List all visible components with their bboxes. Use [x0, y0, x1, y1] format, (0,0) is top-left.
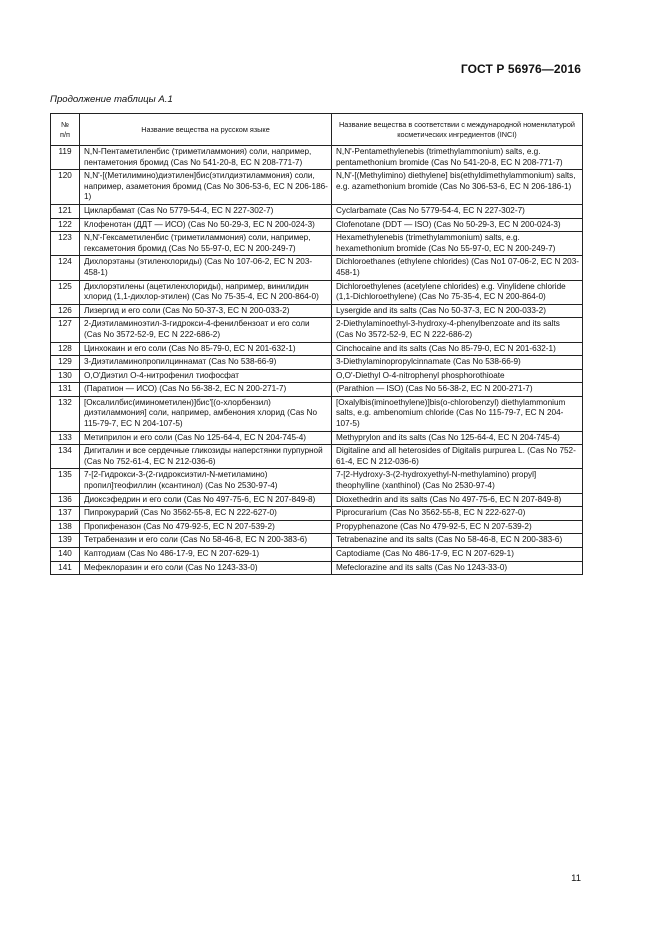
table-row: [51, 507, 583, 521]
page-number: 11: [571, 873, 581, 884]
table-row: [51, 146, 583, 170]
table-row: [51, 561, 583, 575]
table-row: [51, 218, 583, 232]
inci-name: Clofenotane (DDT — ISO) (Cas No 50-29-3, EC N 200-024-3): [332, 218, 583, 232]
row-number: 120: [51, 170, 80, 205]
row-number: 137: [51, 507, 80, 521]
row-number: 140: [51, 548, 80, 562]
row-number: 125: [51, 280, 80, 304]
russian-name: Дигиталин и все сердечные гликозиды наперстянки пурпурной (Cas No 752-61-4, EC N 212-036-6): [80, 445, 332, 469]
russian-name: O,O'Диэтил O-4-нитрофенил тиофосфат: [80, 369, 332, 383]
inci-name: N,N'-[(Methylimino) diethylene] bis(ethyldimethylammonium) salts, e.g. azamethonium bromide (Cas No 306-53-6, EC N 206-186-1): [332, 170, 583, 205]
russian-name: Тетрабеназин и его соли (Cas No 58-46-8, EC N 200-383-6): [80, 534, 332, 548]
row-number: 131: [51, 383, 80, 397]
row-number: 123: [51, 232, 80, 256]
inci-name: Piprocurarium (Cas No 3562-55-8, EC N 222-627-0): [332, 507, 583, 521]
inci-name: Dioxethedrin and its salts (Cas No 497-75-6, EC N 207-849-8): [332, 493, 583, 507]
row-number: 129: [51, 356, 80, 370]
table-caption: Продолжение таблицы А.1: [50, 94, 173, 105]
table-row: [51, 369, 583, 383]
table-row: [51, 318, 583, 342]
inci-name: (Parathion — ISO) (Cas No 56-38-2, EC N 200-271-7): [332, 383, 583, 397]
row-number: 132: [51, 396, 80, 431]
inci-name: Tetrabenazine and its salts (Cas No 58-46-8, EC N 200-383-6): [332, 534, 583, 548]
table-row: [51, 342, 583, 356]
substances-table: [50, 113, 583, 575]
russian-name: Цикларбамат (Cas No 5779-54-4, EC N 227-302-7): [80, 204, 332, 218]
row-number: 133: [51, 431, 80, 445]
russian-name: Лизергид и его соли (Cas No 50-37-3, EC N 200-033-2): [80, 304, 332, 318]
document-header: ГОСТ Р 56976—2016: [460, 62, 581, 76]
inci-name: Hexamethylenebis (trimethylammonium) salts, e.g. hexamethonium bromide (Cas No 55-97-0, EC N 200-249-7): [332, 232, 583, 256]
inci-name: 7-[2-Hydroxy-3-(2-hydroxyethyl-N-methylamino) propyl] theophylline (xanthinol) (Cas No 2530-97-4): [332, 469, 583, 493]
russian-name: Пипрокурарий (Cas No 3562-55-8, EC N 222-627-0): [80, 507, 332, 521]
table-row: [51, 356, 583, 370]
table-row: [51, 469, 583, 493]
table-row: [51, 304, 583, 318]
russian-name: Дихлорэтаны (этиленхлориды) (Cas No 107-06-2, EC N 203-458-1): [80, 256, 332, 280]
russian-name: Дихлорэтилены (ацетиленхлориды), например, винилидин хлорид (1,1-дихлор-этилен) (Cas No 75-35-4, EC N 200-864-0): [80, 280, 332, 304]
row-number: 138: [51, 520, 80, 534]
table-header-row: [51, 114, 583, 146]
inci-name: Digitaline and all heterosides of Digitalis purpurea L. (Cas No 752-61-4, EC N 212-036-6): [332, 445, 583, 469]
russian-name: N,N'-[(Метилимино)диэтилен]бис(этилдиэтиламмония) соли, например, азаметония бромид (Cas No 306-53-6, EC N 206-186-1): [80, 170, 332, 205]
inci-name: Captodiame (Cas No 486-17-9, EC N 207-629-1): [332, 548, 583, 562]
inci-name: Dichloroethanes (ethylene chlorides) (Cas No1 07-06-2, EC N 203-458-1): [332, 256, 583, 280]
row-number: 122: [51, 218, 80, 232]
table-row: [51, 204, 583, 218]
row-number: 134: [51, 445, 80, 469]
inci-name: Cinchocaine and its salts (Cas No 85-79-0, EC N 201-632-1): [332, 342, 583, 356]
russian-name: Метиприлон и его соли (Cas No 125-64-4, EC N 204-745-4): [80, 431, 332, 445]
table-row: [51, 445, 583, 469]
row-number: 128: [51, 342, 80, 356]
row-number: 141: [51, 561, 80, 575]
row-number: 119: [51, 146, 80, 170]
inci-name: Methyprylon and its salts (Cas No 125-64-4, EC N 204-745-4): [332, 431, 583, 445]
inci-name: Dichloroethylenes (acetylene chlorides) e.g. Vinylidene chloride (1,1-Dichloroethylene) (Cas No 75-35-4, EC N 200-864-0): [332, 280, 583, 304]
column-header-number: № п/п: [51, 114, 80, 146]
russian-name: Каптодиам (Cas No 486-17-9, EC N 207-629-1): [80, 548, 332, 562]
russian-name: N,N'-Гексаметиленбис (триметиламмония) соли, например, гексаметония бромид (Cas No 55-97-0, EC N 200-249-7): [80, 232, 332, 256]
russian-name: (Паратион — ИСО) (Cas No 56-38-2, EC N 200-271-7): [80, 383, 332, 397]
table-row: [51, 170, 583, 205]
row-number: 130: [51, 369, 80, 383]
table-row: [51, 256, 583, 280]
inci-name: Mefeclorazine and its salts (Cas No 1243-33-0): [332, 561, 583, 575]
inci-name: O,O'-Diethyl O-4-nitrophenyl phosphorothioate: [332, 369, 583, 383]
russian-name: N,N-Пентаметиленбис (триметиламмония) соли, например, пентаметония бромид (Cas No 541-20-8, EC N 208-771-7): [80, 146, 332, 170]
column-header-russian: Название вещества на русском языке: [80, 114, 332, 146]
table-row: [51, 396, 583, 431]
table-row: [51, 232, 583, 256]
table-row: [51, 548, 583, 562]
inci-name: Cyclarbamate (Cas No 5779-54-4, EC N 227-302-7): [332, 204, 583, 218]
row-number: 136: [51, 493, 80, 507]
table-row: [51, 534, 583, 548]
inci-name: [Oxalylbis(iminoethylene)]bis(o-chlorobenzyl) diethylammonium salts, e.g. ambenomium chloride (Cas No 115-79-7, EC N 204-107-5): [332, 396, 583, 431]
row-number: 124: [51, 256, 80, 280]
inci-name: Lysergide and its salts (Cas No 50-37-3, EC N 200-033-2): [332, 304, 583, 318]
inci-name: N,N'-Pentamethylenebis (trimethylammonium) salts, e.g. pentamethonium bromide (Cas No 541-20-8, EC N 208-771-7): [332, 146, 583, 170]
row-number: 127: [51, 318, 80, 342]
row-number: 126: [51, 304, 80, 318]
russian-name: 3-Диэтиламинопропилциннамат (Cas No 538-66-9): [80, 356, 332, 370]
russian-name: Цинхокаин и его соли (Cas No 85-79-0, EC N 201-632-1): [80, 342, 332, 356]
russian-name: Пропифеназон (Cas No 479-92-5, EC N 207-539-2): [80, 520, 332, 534]
inci-name: 3-Diethylaminopropylcinnamate (Cas No 538-66-9): [332, 356, 583, 370]
table-row: [51, 493, 583, 507]
table-row: [51, 383, 583, 397]
inci-name: Propyphenazone (Cas No 479-92-5, EC N 207-539-2): [332, 520, 583, 534]
russian-name: 7-[2-Гидрокси-3-(2-гидроксиэтил-N-метиламино) пропил]теофиллин (ксантинол) (Cas No 2530-97-4): [80, 469, 332, 493]
table-row: [51, 431, 583, 445]
russian-name: [Оксалилбис(иминометилен)]бис'[(о-хлорбензил) диэтиламмония] соли, например, амбенония хлорид (Cas No 115-79-7, EC N 204-107-5): [80, 396, 332, 431]
table-row: [51, 280, 583, 304]
russian-name: Клофенотан (ДДТ — ИСО) (Cas No 50-29-3, EC N 200-024-3): [80, 218, 332, 232]
russian-name: Диоксэфедрин и его соли (Cas No 497-75-6, EC N 207-849-8): [80, 493, 332, 507]
row-number: 135: [51, 469, 80, 493]
russian-name: 2-Диэтиламиноэтил-3-гидрокси-4-фенилбензоат и его соли (Cas No 3572-52-9, EC N 222-686-2): [80, 318, 332, 342]
row-number: 121: [51, 204, 80, 218]
row-number: 139: [51, 534, 80, 548]
table-row: [51, 520, 583, 534]
russian-name: Мефеклоразин и его соли (Cas No 1243-33-0): [80, 561, 332, 575]
column-header-inci: Название вещества в соответствии с международной номенклатурой косметических ингредиентов (INCI): [332, 114, 583, 146]
inci-name: 2-Diethylaminoethyl-3-hydroxy-4-phenylbenzoate and its salts (Cas No 3572-52-9, EC N 222-686-2): [332, 318, 583, 342]
